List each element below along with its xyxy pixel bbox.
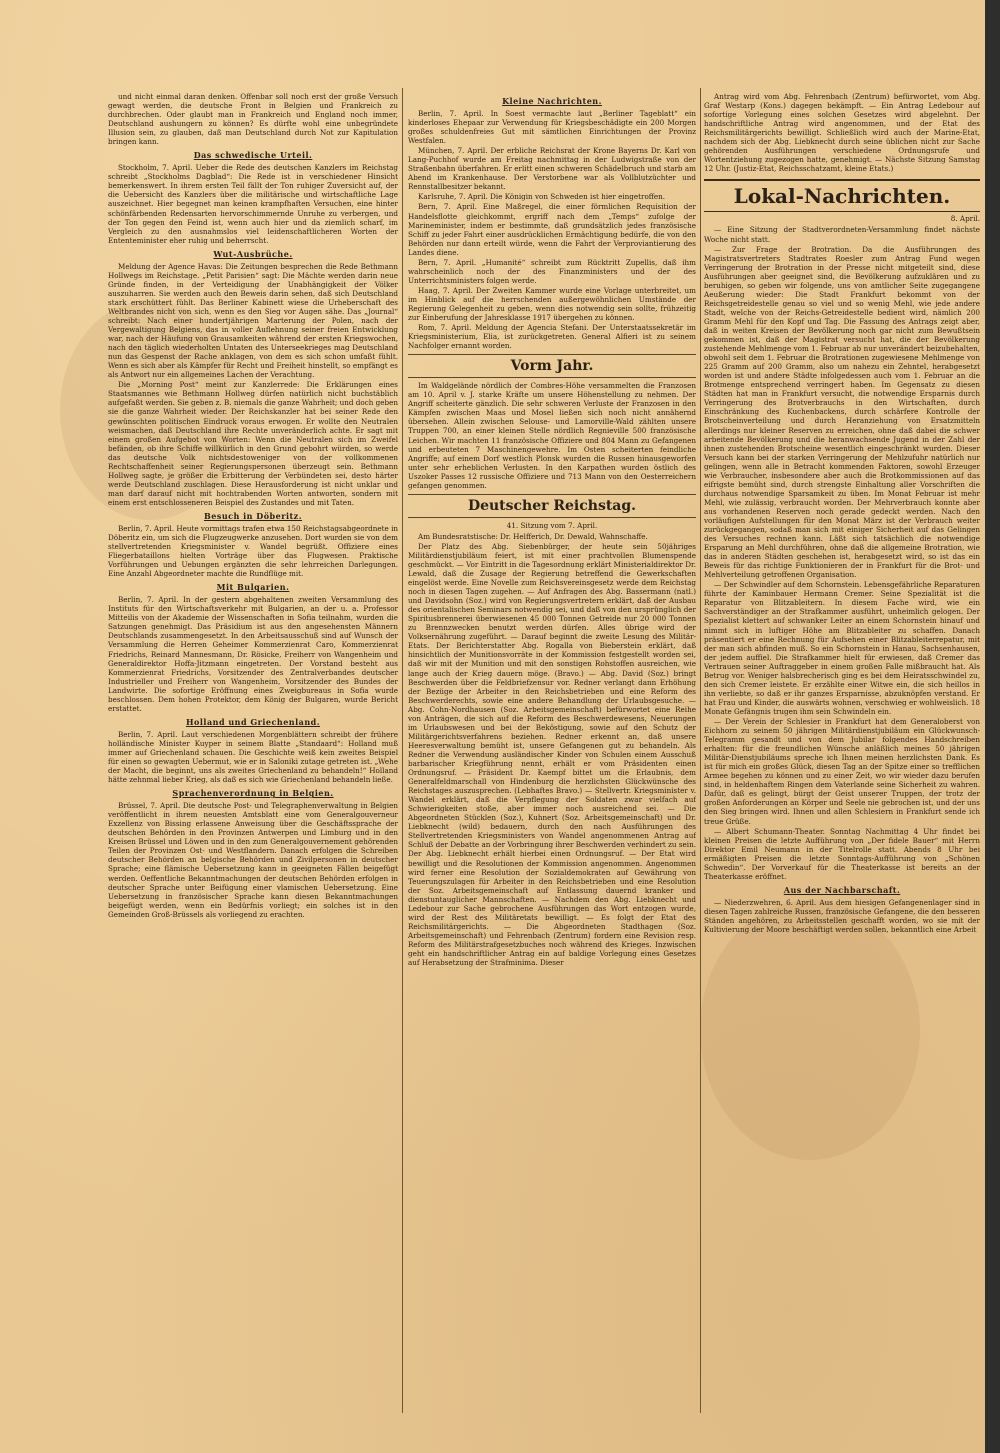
headline-mit-bulgarien: Mit Bulgarien. xyxy=(216,582,290,593)
article-paragraph: Berlin, 7. April. Laut verschiedenen Morgenblättern schreibt der frühere holländische Minister Kuyper in seinem Blatte „Standaard“: Holland muß immer auf Griechenland schauen. Die Geschichte weiß kein zweites Beispiel für einen so gewagten Uebermut, wie er in Saloniki zutage getreten ist. „Wehe der Macht, die beginnt, uns als zweites Griechenland zu behandeln!“ Holland hätte zehnmal lieber Krieg, als daß es sich wie Griechenland behandeln ließe. xyxy=(108,729,398,785)
headline-vorm-jahr: Vorm Jahr. xyxy=(408,354,696,378)
headline-aus-der-nachbarschaft: Aus der Nachbarschaft. xyxy=(783,884,901,895)
column-rule xyxy=(700,88,701,1413)
article-paragraph: Stockholm, 7. April. Ueber die Rede des deutschen Kanzlers im Reichstag schreibt „Stockholms Dagblad“: Die Rede ist in verschiedener Hinsicht bemerkenswert. In ihrem ersten Teil fällt der Ton ruhiger Zuversicht auf, der die Uebersicht des Kanzlers über die militärische und wirtschaftliche Lage auszeichnet. Hier begegnet man keinen krampfhaften Versuchen, eine hinter schönfärbenden Redensarten hervorschimmernde Unruhe zu verbergen, und der Ton gegen den Feind ist, wenn auch hier und da ziemlich scharf, im Vergleich zu den ausnahmslos viel leidenschaftlicheren Worten der Ententeminister eher ruhig und beherrscht. xyxy=(108,163,398,245)
news-item: Bern, 7. April. Eine Maßregel, die einer förmlichen Requisition der Handelsflotte gleichkommt, ergriff nach dem „Temps“ zufolge der Marineminister, indem er bestimmte, daß grundsätzlich jedes französische Schiff zu jeder Fahrt einer ausdrücklichen Ermächtigung bedürfe, die von den Behörden nur dann erteilt würde, wenn die Fahrt der Verproviantierung des Landes diene. xyxy=(408,202,696,257)
headline-holland-griechenland: Holland und Griechenland. xyxy=(185,716,321,727)
dateline: 8. April. xyxy=(950,214,980,224)
article-paragraph: Brüssel, 7. April. Die deutsche Post- und Telegraphenverwaltung in Belgien veröffentlicht in ihrem neuesten Amtsblatt eine vom Generalgouverneur Exzellenz von Bissing erlassene Anweisung über die Geschäftssprache der deutschen Behörden in den Provinzen Antwerpen und Limburg und in den Kreisen Brüssel und Löwen und in den zum Generalgouvernement gehörenden Teilen der Provinzen Ost- und Westflandern. Danach erfolgen die Schreiben deutscher Behörden an belgische Behörden und Zivilpersonen in deutscher Sprache; eine flämische Uebersetzung kann in geeigneten Fällen beigefügt werden. Oeffentliche Bekanntmachungen der deutschen Behörden erfolgen in deutscher Sprache unter Beifügung einer vlamischen Uebersetzung. Eine Uebersetzung in französischer Sprache kann diesen Bekanntmachungen beigefügt werden, wenn ein Bedürfnis vorliegt; ein solches ist in den Gemeinden Groß-Brüssels als vorliegend zu erachten. xyxy=(108,801,398,919)
news-item: Haag, 7. April. Der Zweiten Kammer wurde eine Vorlage unterbreitet, um im Hinblick auf die herrschenden außergewöhnlichen Umstände der Regierung Gelegenheit zu geben, wenn dies notwendig sein sollte, frühzeitig zur Einberufung der Jahresklasse 1917 übergehen zu können. xyxy=(408,285,696,323)
news-item: — Der Schwindler auf dem Schornstein. Lebensgefährliche Reparaturen führte der Kaminbauer Hermann Cremer. Seine Spezialität ist die Reparatur von Blitzableitern. In diesem Fache wird, wie ein Sachverständiger an der Strafkammer ausführt, unheimlich gelogen. Der Spezialist klettert auf schwanker Leiter an einem Schornstein hinauf und nimmt sich in luftiger Höhe am Blitzableiter zu schaffen. Danach präsentiert er eine Rechnung für Aufsehen einer Blitzableiterrepatur, mit der man sich abfinden muß. So ein Schornstein in Hanau, Sachsenhausen, der jedem auffiel. Die Strafkammer hielt für erwiesen, daß Cremer das Vertrauen seiner Auftraggeber in einem großen Falle mißbraucht hat. Als Betrug vor. Weniger halsbrecherisch ging es bei dem Heiratsschwindel zu, den sich Cremer leistete. Er erzählte einer Witwe ein, die sich heillos in ihn verliebte, so daß er ihr ganzes Ersparnisse, abzuknöpfen verstand. Er hat Frau und Kinder, die auswärts wohnen, verschwieg er wohlweislich. 18 Monate Gefängnis trugen ihm sein Schwindeln ein. xyxy=(704,580,980,716)
news-item: Karlsruhe, 7. April. Die Königin von Schweden ist hier eingetroffen. xyxy=(418,192,666,202)
headline-schwedisches-urteil: Das schwedische Urteil. xyxy=(193,150,313,161)
column-2 xyxy=(408,92,696,1413)
binding-edge xyxy=(985,0,1000,1453)
headline-deutscher-reichstag: Deutscher Reichstag. xyxy=(408,494,696,518)
news-item: Bern, 7. April. „Humanité“ schreibt zum Rücktritt Zupellis, daß ihm wahrscheinlich noch der des Finanzministers und der des Unterrichtsministers folgen werde. xyxy=(408,257,696,285)
article-paragraph: Der Platz des Abg. Siebenbürger, der heute sein 50jähriges Militärdienstjubiläum feiert, ist mit einer prachtvollen Blumenspende geschmückt. — Vor Eintritt in die Tagesordnung erklärt Ministerialdirektor Dr. Lewald, daß die Zusage der Regierung betreffend die Gewerkschaften eingelöst werde. Eine Novelle zum Reichsvereinsgesetz werde dem Reichstag noch in diesen Tagen zugehen. — Auf Anfragen des Abg. Bassermann (natl.) und Davidsohn (Soz.) wird von Regierungsvertretern erklärt, daß der Ausbau des orientalischen Seminars notwendig sei, und daß von den ursprünglich der Spiritusbrennerei überwiesenen 45 000 Tonnen Getreide nur 20 000 Tonnen zu Brennzwecken benutzt werden dürfen. Alles übrige wird der Volksernährung zugeführt. — Darauf beginnt die zweite Lesung des Militär-Etats. Der Berichterstatter Abg. Rogalla von Bieberstein erklärt, daß hinsichtlich der Munitionsvorräte in der Kommission festgestellt worden sei, daß wir mit der Munition und mit den sonstigen Rohstoffen ausreichen, wie lange auch der Krieg dauern möge. (Bravo.) — Abg. David (Soz.) bringt Beschwerden über die Feldbriefzensur vor. Redner verlangt dann Erhöhung der Bezüge der Arbeiter in den Reichsbetrieben und eine Reform des Beschwerderechts, sowie eine andere Behandlung der Urlaubsgesuche. — Abg. Cohn-Nordhausen (Soz. Arbeitsgemeinschaft) befürwortet eine Reihe von Anträgen, die sich auf die Reform des Beschwerdewesens, Neuerungen im Urlaubswesen und bei der Beköstigung, sowie auf den Schutz der Militärgerichtsverfahrens beziehen. Redner erkennt an, daß unsere Heeresverwaltung bemüht ist, unsere Gefangenen gut zu behandeln. Als Redner die Verwendung ausländischer Kinder von Schulen einem Ausschuß barbarischer Kriegführung nennt, erhält er vom Präsidenten einen Ordnungsruf. — Präsident Dr. Kaempf bittet um die Erlaubnis, dem Generalfeldmarschall von Hindenburg die herzlichsten Glückwünsche des Reichstages auszusprechen. (Lebhaftes Bravo.) — Stellvertr. Kriegsminister v. Wandel erklärt, daß die Verpflegung der Soldaten zwar vielfach auf Schwierigkeiten stoße, aber immer noch ausreichend sei. — Die Abgeordneten Stücklen (Soz.), Kuhnert (Soz. Arbeitsgemeinschaft) und Dr. Liebknecht (wild) bedauern, durch den nach Ausführungen des Stellvertretenden Kriegsministers von Wandel angenommenen Antrag auf Schluß der Debatte an der Vorbringung ihrer Beschwerden verhindert zu sein. Der Abg. Liebknecht erhält hierbei einen Ordnungsruf. — Der Etat wird bewilligt und die Resolutionen der Kommission angenommen. Angenommen wird ferner eine Resolution der Sozialdemokraten auf Gewährung von Teuerungszulagen für Arbeiter in den Reichsbetrieben und eine Resolution der Soz. Arbeitsgemeinschaft auf Entlassung dauernd kranker und dienstuntauglicher Mannschaften. — Nachdem den Abg. Liebknecht und Ledebour zur Sache gebrochene Ausführungen das Wort entzogen wurde, wird der Rest des Militäretats bewilligt. — Es folgt der Etat des Reichsmilitärgerichts. — Die Abgeordneten Stadthagen (Soz. Arbeitsgemeinschaft) und Fehrenbach (Zentrum) fordern eine Revision resp. Reform des Militärstrafgesetzbuches noch während des Krieges. Inzwischen geht ein handschriftlicher Antrag ein auf baldige Vorlegung eines Gesetzes auf Herabsetzung der Strafminima. Dieser xyxy=(408,541,696,968)
column-3 xyxy=(704,92,980,1413)
article-paragraph: Berlin, 7. April. In der gestern abgehaltenen zweiten Versammlung des Instituts für den Wirtschaftsverkehr mit Bulgarien, an der u. a. Professor Mitteilis von der Akademie der Wissenschaften in Sofia teilnahm, wurden die Satzungen genehmigt. Das Präsidium ist aus den angesehensten Männern Deutschlands zusammengesetzt. In den Arbeitsausschuß sind auf Wunsch der Versammlung die Herren Geheimer Kommerzienrat Caro, Kommerzienrat Friedrichs, Reinard Mannesmann, Dr. Rösicke, Freiherr von Wangenheim und Generaldirektor Hoffa-Jitzmann eingetreten. Der Vorstand besteht aus Kommerzienrat Friedrichs, Vorsitzender des Zentralverbandes deutscher Industrieller und Freiherr von Wangenheim, Vorsitzender des Bundes der Landwirte. Die sofortige Eröffnung eines Zweigbureaus in Sofia wurde beschlossen. Dem hohen Protektor, dem König der Bulgaren, wurde Bericht erstattet. xyxy=(108,595,398,713)
news-item: — Zur Frage der Brotration. Da die Ausführungen des Magistratsvertreters Stadtrates Roesler zum Antrag Fund wegen Verringerung der Brotration in der Presse nicht mitgeteilt sind, diese Ausführungen aber geeignet sind, die Bevölkerung aufzuklären und zu beruhigen, so geben wir folgende, uns von amtlicher Seite zugegangene Aeußerung wieder: Die Stadt Frankfurt bekommt von der Reichsgetreidestelle genau so viel und so wenig Mehl, wie jede andere Stadt, welche von der Reichs-Getreidestelle bedient wird, nämlich 200 Gramm Mehl für den Kopf und Tag. Die Fassung des Antrags zeigt aber, daß in weiten Kreisen der Bevölkerung noch gar nicht zum Bewußtsein gekommen ist, daß der Magistrat versucht hat, die der Bevölkerung zustehende Mehlmenge vom 1. Februar ab nur unverändert beizubehalten, obwohl seit dem 1. Februar die Brotrationen zugewiesene Mehlmenge von 225 Gramm auf 200 Gramm, also um nahezu ein Zehntel, herabgesetzt worden ist und andere Städte infolgedessen auch vom 1. Februar an die Brotmenge entsprechend verringert haben. Im Gegensatz zu diesen Städten hat man in Frankfurt versucht, die notwendige Ersparnis durch Verringerung des Brotverbrauchs in den Wirtschaften, durch Einschränkung des Kuchenbackens, durch schärfere Kontrolle der Brotscheinverteilung und durch Heranziehung von Ersatzmitteln allerdings nur kleiner Reserven zu erreichen, ohne daß dabei die schwer arbeitende Bevölkerung und die heranwachsende Jugend in der Zahl der ihnen zustehenden Brotscheine wesentlich eingeschränkt wurden. Dieser Versuch kann bei der starken Verringerung der Mehlzufuhr natürlich nur gelingen, wenn alle in Betracht kommenden Faktoren, sowohl Erzeuger wie Verbraucher, insbesondere aber auch die Brotkommissionen auf das eifrigste bemüht sind, durch strengste Einhaltung aller Vorschriften die durchaus notwendige Sparsamkeit zu üben. Im Monat Februar ist mehr Mehl, wie zulässig, verbraucht worden. Der Mehrverbrauch konnte aber aus vorhandenen Reserven noch gerade gedeckt werden. Nach den vorläufigen Aufstellungen für den Monat März ist der Verbrauch weiter zurückgegangen, sodaß man sich mit einiger Sicherheit auf das Gelingen des Versuches rechnen kann. Läßt sich tatsächlich die notwendige Ersparung an Mehl durchführen, ohne daß die allgemeine Brotration, wie das in anderen Städten geschehen ist, herabgesetzt wird, so ist das ein Beweis für das richtige Funktionieren der in Frankfurt für die Brot- und Mehlverteilung getroffenen Organisation. xyxy=(704,244,980,580)
news-item: — Niederzwehren, 6. April. Aus dem hiesigen Gefangenenlager sind in diesen Tagen zahlreiche Russen, französische Gefangene, die den besseren Ständen angehören, zu Arbeitsstellen geschafft worden, wo sie mit der Kultivierung der Moore beschäftigt werden sollen, bekanntlich eine Arbeit xyxy=(704,897,980,934)
article-paragraph: Am Bundesratstische: Dr. Helfferich, Dr. Dewald, Wahnschaffe. xyxy=(418,531,648,541)
headline-wut-ausbrueche: Wut-Ausbrüche. xyxy=(213,248,293,259)
article-paragraph: Meldung der Agence Havas: Die Zeitungen besprechen die Rede Bethmann Hollwegs im Reichstage. „Petit Parisien“ sagt: Die Mächte werden darin neue Gründe finden, in der Verteidigung der Unabhängigkeit der Völker auszuharren. Sie werden auch den Beweis darin sehen, daß sich Deutschland stark erschüttert fühlt. Das Berliner Kabinett wiese die Urheberschaft des Weltbrandes nicht von sich, wenn es den Sieg vor Augen sähe. Das „Journal“ schreibt: Nach einer hundertjährigen Marterung der Polen, nach der Vergewaltigung Belgiens, das in voller Auflehnung seiner freien Entwicklung war, nach der Häufung von Grausamkeiten während der ersten Kriegswochen, nach den täglich wiederholten Untaten des Unterseekrieges mag Deutschland nun das Gespenst der Rache anklagen, von dem es sich schon umfaßt fühlt. Wenn es sich aber als Kämpfer für Recht und Freiheit hinstellt, so empfängt es als Antwort nur ein allgemeines Lachen der Verachtung. xyxy=(108,261,398,380)
article-paragraph: Die „Morning Post“ meint zur Kanzlerrede: Die Erklärungen eines Staatsmannes wie Bethmann Hollweg dürfen natürlich nicht buchstäblich aufgefaßt werden. Sie geben z. B. niemals die ganze Wahrheit; und doch geben sie die ganze Wahrheit wieder. Der Reichskanzler hat bei seiner Rede den gewünschten politischen Eindruck voraus erwogen. Er wollte den Neutralen weismachen, daß Deutschland ihre Rechte unveränderlich achte. Er sagt mit einem großen Aufgebot von Worten: Wenn die Neutralen sich im Zweifel befänden, ob ihre Schiffe willkürlich in den Grund gebohrt würden, so werde das deutsche Volk nichtsdestoweniger von der vollkommenen Rechtschaffenheit seiner Regierungspersonen überzeugt sein. Bethmann Hollweg sagte, je größer die Erbitterung der Verbündeten sei, desto härter werde Deutschland zuschlagen. Diese Herausforderung ist nicht unklar und man darf darauf nicht mit hochtrabenden Worten antworten, sondern mit einem erst entschlosseneren Beispiel des Zustandes und mit Taten. xyxy=(108,380,398,507)
article-paragraph: und nicht einmal daran denken. Offenbar soll noch erst der große Versuch gewagt werden, die deutsche Front in Belgien und Frankreich zu durchbrechen. Oder glaubt man in Frankreich und England noch immer, Deutschland aushungern zu können? Es dürfte wohl eine unbegründete Illusion sein, zu glauben, daß man Deutschland durch Not zur Kapitulation bringen kann. xyxy=(108,92,398,147)
news-item: — Der Verein der Schlesier in Frankfurt hat dem Generaloberst von Eichhorn zu seinem 50 jährigen Militärdienstjubiläum ein Glückwunsch-Telegramm gesandt und von dem Jubilar folgendes Handschreiben erhalten: für die freundlichen Wünsche anläßlich meines 50 jährigen Militär-Dienstjubiläums spreche ich Ihnen meinen herzlichsten Dank. Es ist für mich ein großes Glück, diesen Tag an der Spitze einer so trefflichen Armee begehen zu können und zu einer Zeit, wo wir wieder dazu berufen sind, in heldenhaftem Ringen dem Vaterlande seine Sicherheit zu wahren. Dafür, daß es gelingt, bürgt der Geist unserer Truppen, der trotz der großen Anforderungen an Körper und Seele nie gebrochen ist, und der uns den Sieg bringen wird. Ihnen und allen Schlesiern in Frankfurt sende ich treue Grüße. xyxy=(704,717,980,826)
headline-sprachenverordnung: Sprachenverordnung in Belgien. xyxy=(172,788,334,799)
news-item: München, 7. April. Der erbliche Reichsrat der Krone Bayerns Dr. Karl von Lang-Puchhof wurde am Freitag nachmittag in der Ludwigstraße von der Straßenbahn überfahren. Er erlitt einen schweren Schädelbruch und starb am Abend im Krankenhause. Der Verstorbene war als Vollblutzüchter und Rennstallbesitzer bekannt. xyxy=(408,146,696,192)
headline-kleine-nachrichten: Kleine Nachrichten. xyxy=(502,96,602,106)
article-paragraph: Antrag wird vom Abg. Fehrenbach (Zentrum) befürwortet, vom Abg. Graf Westarp (Kons.) dagegen bekämpft. — Ein Antrag Ledebour auf sofortige Vorlegung eines solchen Gesetzes wird abgelehnt. Der handschriftliche Antrag wird angenommen, und der Etat des Reichsmilitärgerichts bewilligt. Schließlich wird auch der Marine-Etat, nachdem sich der Abg. Liebknecht durch seine üblichen nicht zur Sache gehörenden Ausführungen verschiedene Ordnungsrufe und Wortentziehung zugezogen hatte, genehmigt. — Nächste Sitzung Samstag 12 Uhr. (Justiz-Etat, Reichsschatzamt, kleine Etats.) xyxy=(704,92,980,174)
article-paragraph: Im Waldgelände nördlich der Combres-Höhe versammelten die Franzosen am 10. April v. J. starke Kräfte um unsere Höhenstellung zu nehmen. Der Angriff scheiterte gänzlich. Die sehr schweren Verluste der Franzosen in den Kämpfen zwischen Maas und Mosel ließen sich noch nicht annähernd übersehen. Allein zwischen Selouse- und Lamorville-Wald zählten unsere Truppen 700, an einer kleinen Stelle nördlich Regnieville 500 französische Leichen. Wir machten 11 französische Offiziere und 804 Mann zu Gefangenen und erbeuteten 7 Maschinengewehre. Im Osten scheiterten feindliche Angriffe; auf einem Dorf westlich Plonsk wurden die Russen hinausgeworfen unter sehr erheblichen Verlusten. In den Karpathen wurden östlich des Uszoker Passes 12 russische Offiziere und 713 Mann von den Oesterreichern gefangen genommen. xyxy=(408,381,696,490)
article-paragraph: Berlin, 7. April. Heute vormittags trafen etwa 150 Reichstagsabgeordnete in Döberitz ein, um sich die Flugzeugwerke anzusehen. Dort wurden sie von dem stellvertretenden Kriegsminister v. Wandel begrüßt. Offiziere eines Fliegerbataillons hielten Vorträge über das Flugwesen. Praktische Vorführungen und Uebungen ergänzten die sehr lehrreichen Darlegungen. Eine Anzahl Abgeordneter machte die Rundflüge mit. xyxy=(108,523,398,579)
news-item: — Eine Sitzung der Stadtverordneten-Versammlung findet nächste Woche nicht statt. xyxy=(704,225,980,244)
news-item: — Albert Schumann-Theater. Sonntag Nachmittag 4 Uhr findet bei kleinen Preisen die letzte Aufführung von „Der fidele Bauer“ mit Herrn Direktor Emil Neumann in der Titelrolle statt. Abends 8 Uhr bei ermäßigten Preisen die letzte Sonntags-Aufführung von „Schönen Schwedin“. Der Vorverkauf für die Theaterkasse ist bereits an der Theaterkasse eröffnet. xyxy=(704,826,980,881)
headline-besuch-doeberitz: Besuch in Döberitz. xyxy=(203,510,303,521)
column-1 xyxy=(108,92,398,1413)
headline-lokal-nachrichten: Lokal-Nachrichten. xyxy=(704,179,980,212)
news-item: Berlin, 7. April. In Soest vermachte laut „Berliner Tageblatt“ ein kinderloses Ehepaar zur Verwendung für Kriegsbeschädigte ein 200 Morgen großes schuldenfreies Gut mit sämtlichen Einrichtungen der Provinz Westfalen. xyxy=(408,109,696,146)
news-item: Rom, 7. April. Meldung der Agencia Stefani. Der Unterstaatssekretär im Kriegsministerium, Elia, ist zurückgetreten. General Alfieri ist zu seinem Nachfolger ernannt worden. xyxy=(408,323,696,351)
column-rule xyxy=(402,88,403,1413)
session-subline: 41. Sitzung vom 7. April. xyxy=(506,520,598,530)
